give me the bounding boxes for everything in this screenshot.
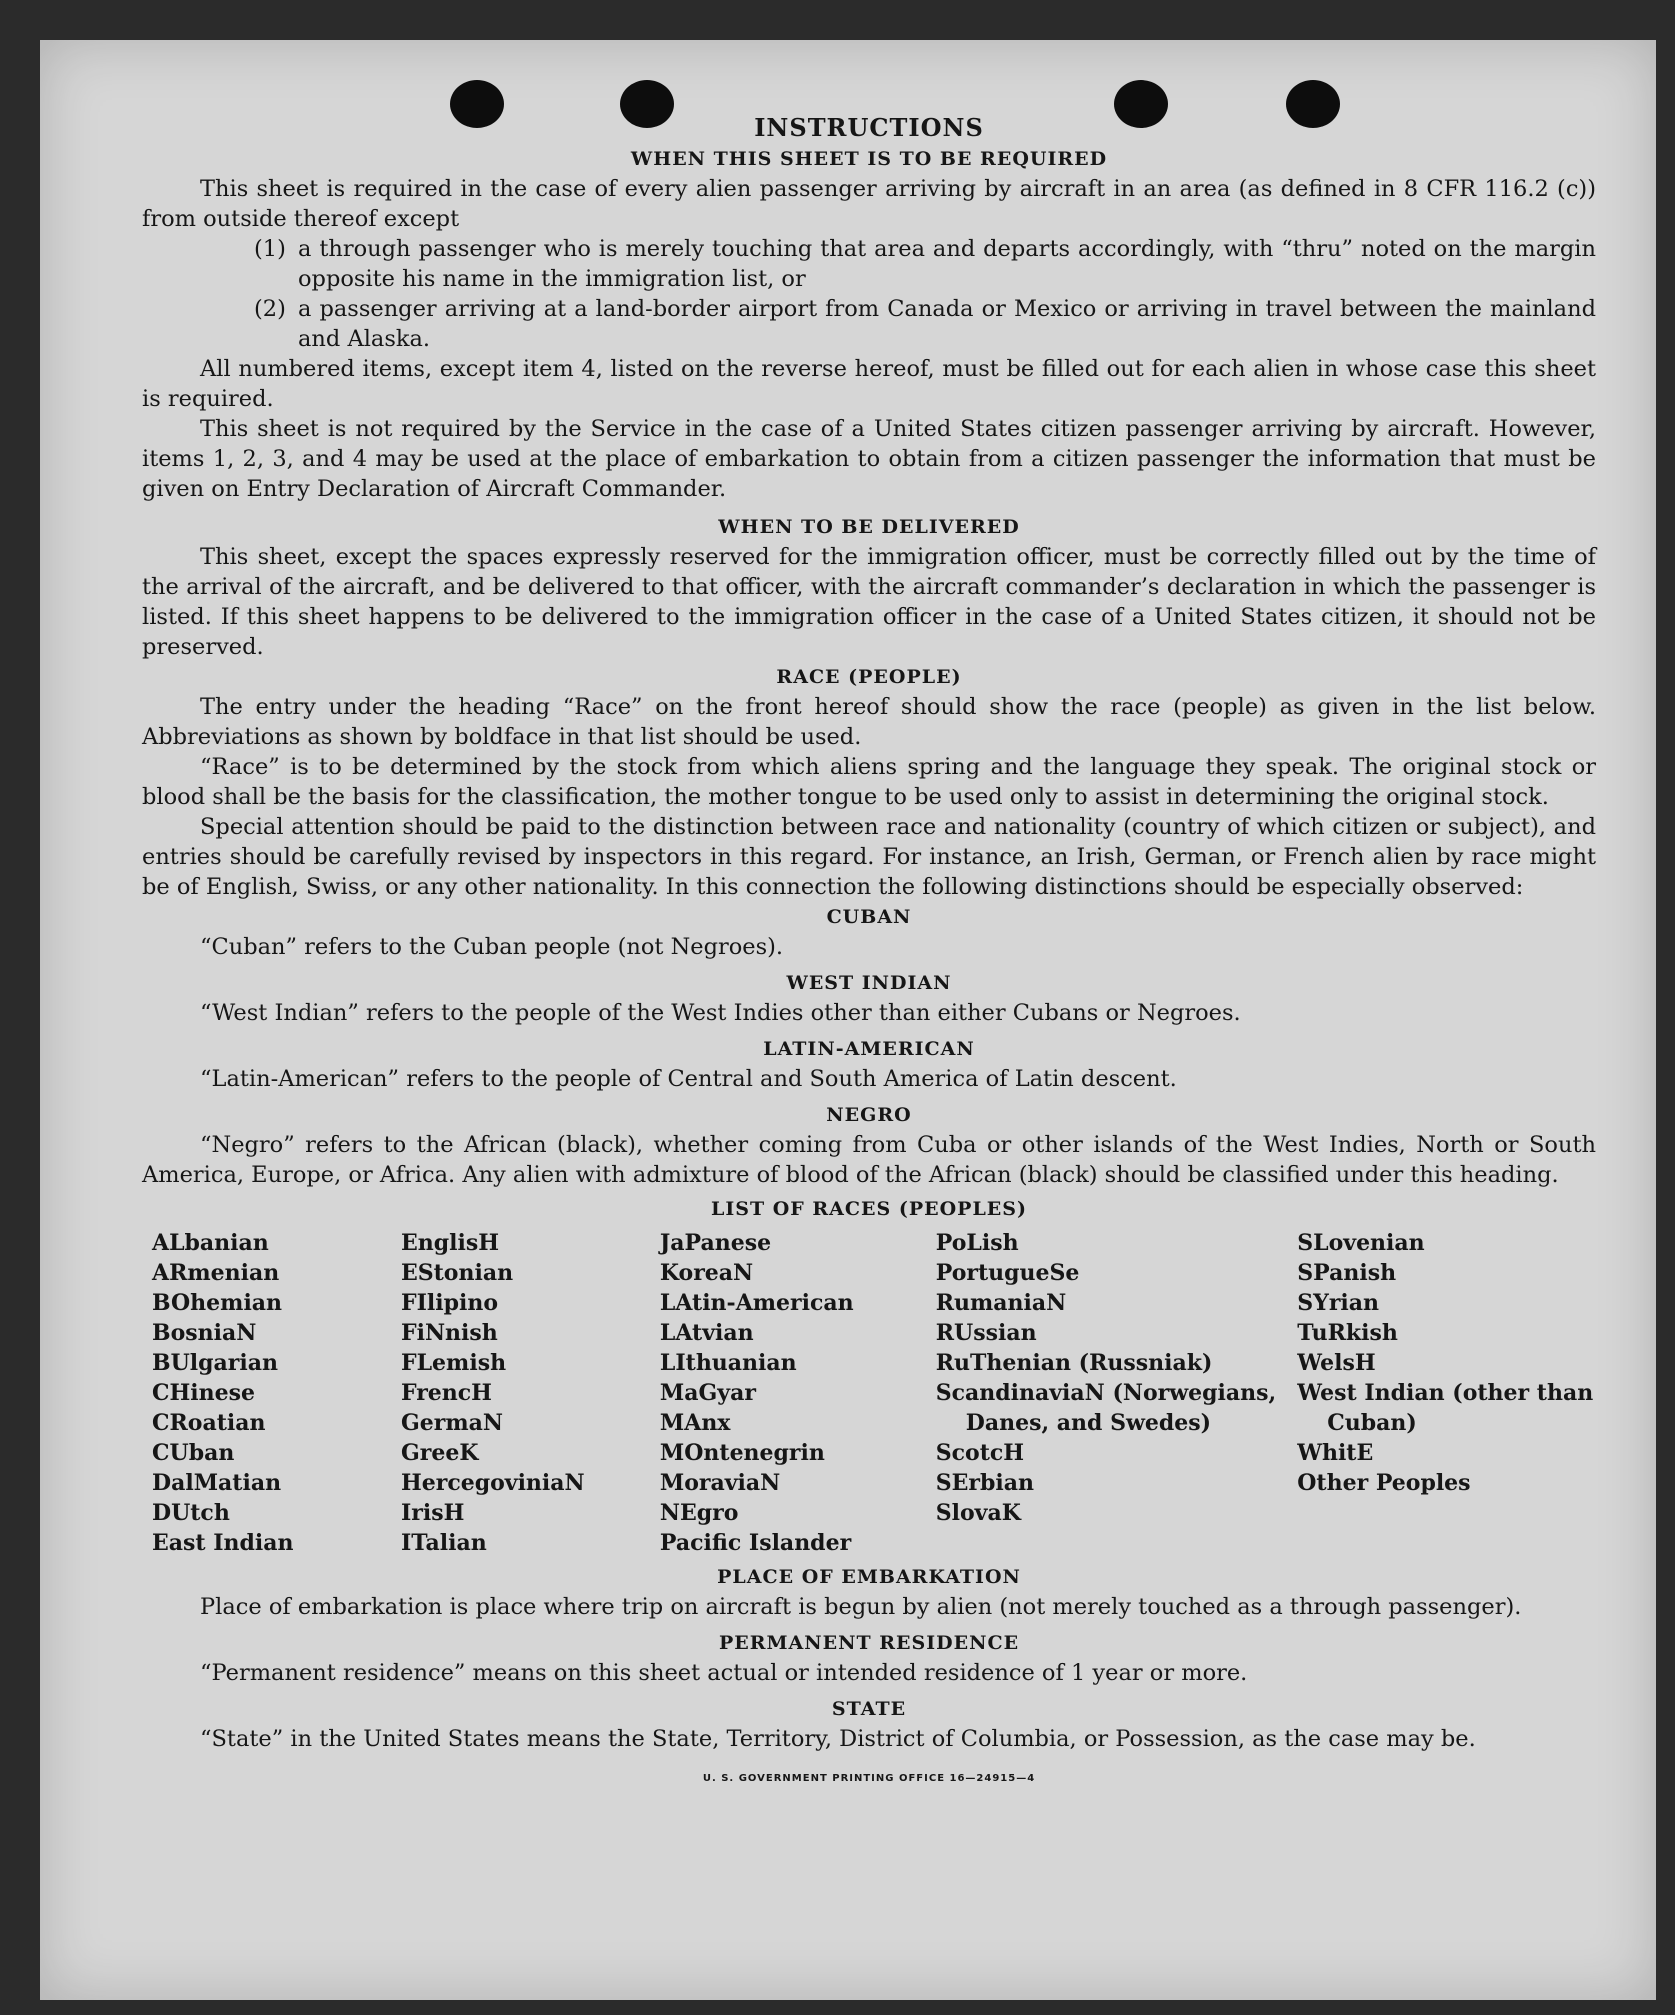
paragraph: “Cuban” refers to the Cuban people (not Negroes). xyxy=(200,934,784,960)
paragraph: “State” in the United States means the State, Territory, District of Columbia, or Possession, as the case may be. xyxy=(200,1726,1476,1752)
race-entry: SLovenian xyxy=(1297,1230,1425,1256)
race-entry: PortugueSe xyxy=(935,1260,1080,1286)
heading-cuban: CUBAN xyxy=(826,906,912,928)
race-entry: ScandinaviaN (Norwegians, Danes, and Swedes) xyxy=(935,1380,1277,1436)
race-entry: SPanish xyxy=(1297,1260,1397,1286)
race-entry: MaGyar xyxy=(659,1380,756,1406)
heading-negro: NEGRO xyxy=(826,1104,912,1126)
races-column xyxy=(936,1228,1298,1558)
races-column xyxy=(401,1228,660,1558)
race-entry: Other Peoples xyxy=(1297,1470,1471,1496)
printer-imprint: U. S. GOVERNMENT PRINTING OFFICE 16—24915—4 xyxy=(702,1773,1036,1784)
race-entry: Pacific Islander xyxy=(659,1530,852,1556)
race-entry: RUssian xyxy=(935,1320,1037,1346)
race-entry: LIthuanian xyxy=(659,1350,797,1376)
race-entry: DalMatian xyxy=(152,1470,282,1496)
race-entry: ITalian xyxy=(400,1530,487,1556)
race-entry: KoreaN xyxy=(659,1260,754,1286)
race-entry: ScotcH xyxy=(935,1440,1025,1466)
race-entry: SYrian xyxy=(1297,1290,1380,1316)
paragraph: This sheet is required in the case of every alien passenger arriving by aircraft in an area (as defined in 8 CFR 116.2 (c)) from outside thereof except xyxy=(142,176,1596,232)
instructions-content xyxy=(142,112,1596,1794)
races-list xyxy=(152,1228,1596,1558)
heading-list-of-races: LIST OF RACES (PEOPLES) xyxy=(711,1198,1027,1220)
race-entry: JaPanese xyxy=(659,1230,772,1256)
race-entry: PoLish xyxy=(935,1230,1019,1256)
race-entry: RumaniaN xyxy=(935,1290,1067,1316)
heading-west-indian: WEST INDIAN xyxy=(786,972,952,994)
race-entry: GermaN xyxy=(400,1410,503,1436)
race-entry: IrisH xyxy=(400,1500,465,1526)
race-entry: MAnx xyxy=(659,1410,731,1436)
race-entry: FiNnish xyxy=(400,1320,498,1346)
races-column xyxy=(660,1228,936,1558)
race-entry: BosniaN xyxy=(152,1320,257,1346)
heading-state: STATE xyxy=(831,1698,907,1720)
race-entry: FrencH xyxy=(400,1380,492,1406)
heading-when-required: WHEN THIS SHEET IS TO BE REQUIRED xyxy=(630,148,1108,170)
list-item xyxy=(254,234,1596,294)
heading-place-of-embarkation: PLACE OF EMBARKATION xyxy=(717,1566,1021,1588)
race-entry: NEgro xyxy=(659,1500,739,1526)
item-number: (1) xyxy=(254,236,286,262)
paragraph: All numbered items, except item 4, listed on the reverse hereof, must be filled out for each alien in whose case this sheet is required. xyxy=(142,356,1596,412)
race-entry: GreeK xyxy=(400,1440,479,1466)
race-entry: RuThenian (Russniak) xyxy=(935,1350,1213,1376)
document-sheet xyxy=(40,40,1656,2000)
paragraph: “West Indian” refers to the people of the West Indies other than either Cubans or Negroes. xyxy=(200,1000,1241,1026)
paragraph: “Latin-American” refers to the people of Central and South America of Latin descent. xyxy=(200,1066,1177,1092)
race-entry: WhitE xyxy=(1297,1440,1374,1466)
heading-when-delivered: WHEN TO BE DELIVERED xyxy=(718,516,1020,538)
race-entry: East Indian xyxy=(152,1530,294,1556)
race-entry: BOhemian xyxy=(152,1290,283,1316)
race-entry: CHinese xyxy=(152,1380,256,1406)
race-entry: West Indian (other than Cuban) xyxy=(1297,1380,1594,1436)
page-title: INSTRUCTIONS xyxy=(754,113,984,142)
race-entry: ALbanian xyxy=(152,1230,269,1256)
paragraph: This sheet is not required by the Service in the case of a United States citizen passenger arriving by aircraft. However, items 1, 2, 3, and 4 may be used at the place of embarkation to obtain from a citizen passenger the information that must be given on Entry Declaration of Aircraft Commander. xyxy=(142,416,1596,502)
paragraph: “Permanent residence” means on this sheet actual or intended residence of 1 year or more. xyxy=(200,1660,1248,1686)
heading-permanent-residence: PERMANENT RESIDENCE xyxy=(718,1632,1020,1654)
race-entry: DUtch xyxy=(152,1500,230,1526)
race-entry: LAtin-American xyxy=(659,1290,854,1316)
race-entry: CRoatian xyxy=(152,1410,266,1436)
race-entry: CUban xyxy=(152,1440,235,1466)
race-entry: MoraviaN xyxy=(659,1470,781,1496)
race-entry: LAtvian xyxy=(659,1320,754,1346)
race-entry: ARmenian xyxy=(152,1260,280,1286)
races-column xyxy=(1297,1228,1596,1558)
heading-latin-american: LATIN-AMERICAN xyxy=(763,1038,975,1060)
races-column xyxy=(152,1228,401,1558)
race-entry: EStonian xyxy=(400,1260,514,1286)
item-number: (2) xyxy=(254,296,286,322)
item-text: a passenger arriving at a land-border airport from Canada or Mexico or arriving in travel between the mainland and Alaska. xyxy=(298,296,1596,352)
race-entry: SErbian xyxy=(935,1470,1034,1496)
race-entry: HercegoviniaN xyxy=(400,1470,585,1496)
race-entry: SlovaK xyxy=(935,1500,1021,1526)
race-entry: BUlgarian xyxy=(152,1350,278,1376)
race-entry: TuRkish xyxy=(1297,1320,1398,1346)
item-text: a through passenger who is merely touching that area and departs accordingly, with “thru” noted on the margin opposite his name in the immigration list, or xyxy=(298,236,1596,292)
paragraph: “Race” is to be determined by the stock from which aliens spring and the language they speak. The original stock or blood shall be the basis for the classification, the mother tongue to be used only to assist in determining the original stock. xyxy=(142,754,1596,810)
race-entry: WelsH xyxy=(1297,1350,1376,1376)
paragraph: “Negro” refers to the African (black), whether coming from Cuba or other islands of the West Indies, North or South America, Europe, or Africa. Any alien with admixture of blood of the African (black) should be classified under this heading. xyxy=(142,1132,1596,1188)
paragraph: Special attention should be paid to the distinction between race and nationality (country of which citizen or subject), and entries should be carefully revised by inspectors in this regard. For instance, an Irish, German, or French alien by race might be of English, Swiss, or any other nationality. In this connection the following distinctions should be especially observed: xyxy=(142,814,1596,900)
heading-race: RACE (PEOPLE) xyxy=(776,666,962,688)
race-entry: FLemish xyxy=(400,1350,507,1376)
list-item xyxy=(254,294,1596,354)
race-entry: FIlipino xyxy=(400,1290,499,1316)
paragraph: Place of embarkation is place where trip on aircraft is begun by alien (not merely touched as a through passenger). xyxy=(200,1594,1522,1620)
paragraph: The entry under the heading “Race” on the front hereof should show the race (people) as given in the list below. Abbreviations as shown by boldface in that list should be used. xyxy=(142,694,1596,750)
paragraph: This sheet, except the spaces expressly reserved for the immigration officer, must be correctly filled out by the time of the arrival of the aircraft, and be delivered to that officer, with the aircraft commander’s declaration in which the passenger is listed. If this sheet happens to be delivered to the immigration officer in the case of a United States citizen, it should not be preserved. xyxy=(142,544,1596,660)
race-entry: EnglisH xyxy=(400,1230,500,1256)
race-entry: MOntenegrin xyxy=(659,1440,825,1466)
